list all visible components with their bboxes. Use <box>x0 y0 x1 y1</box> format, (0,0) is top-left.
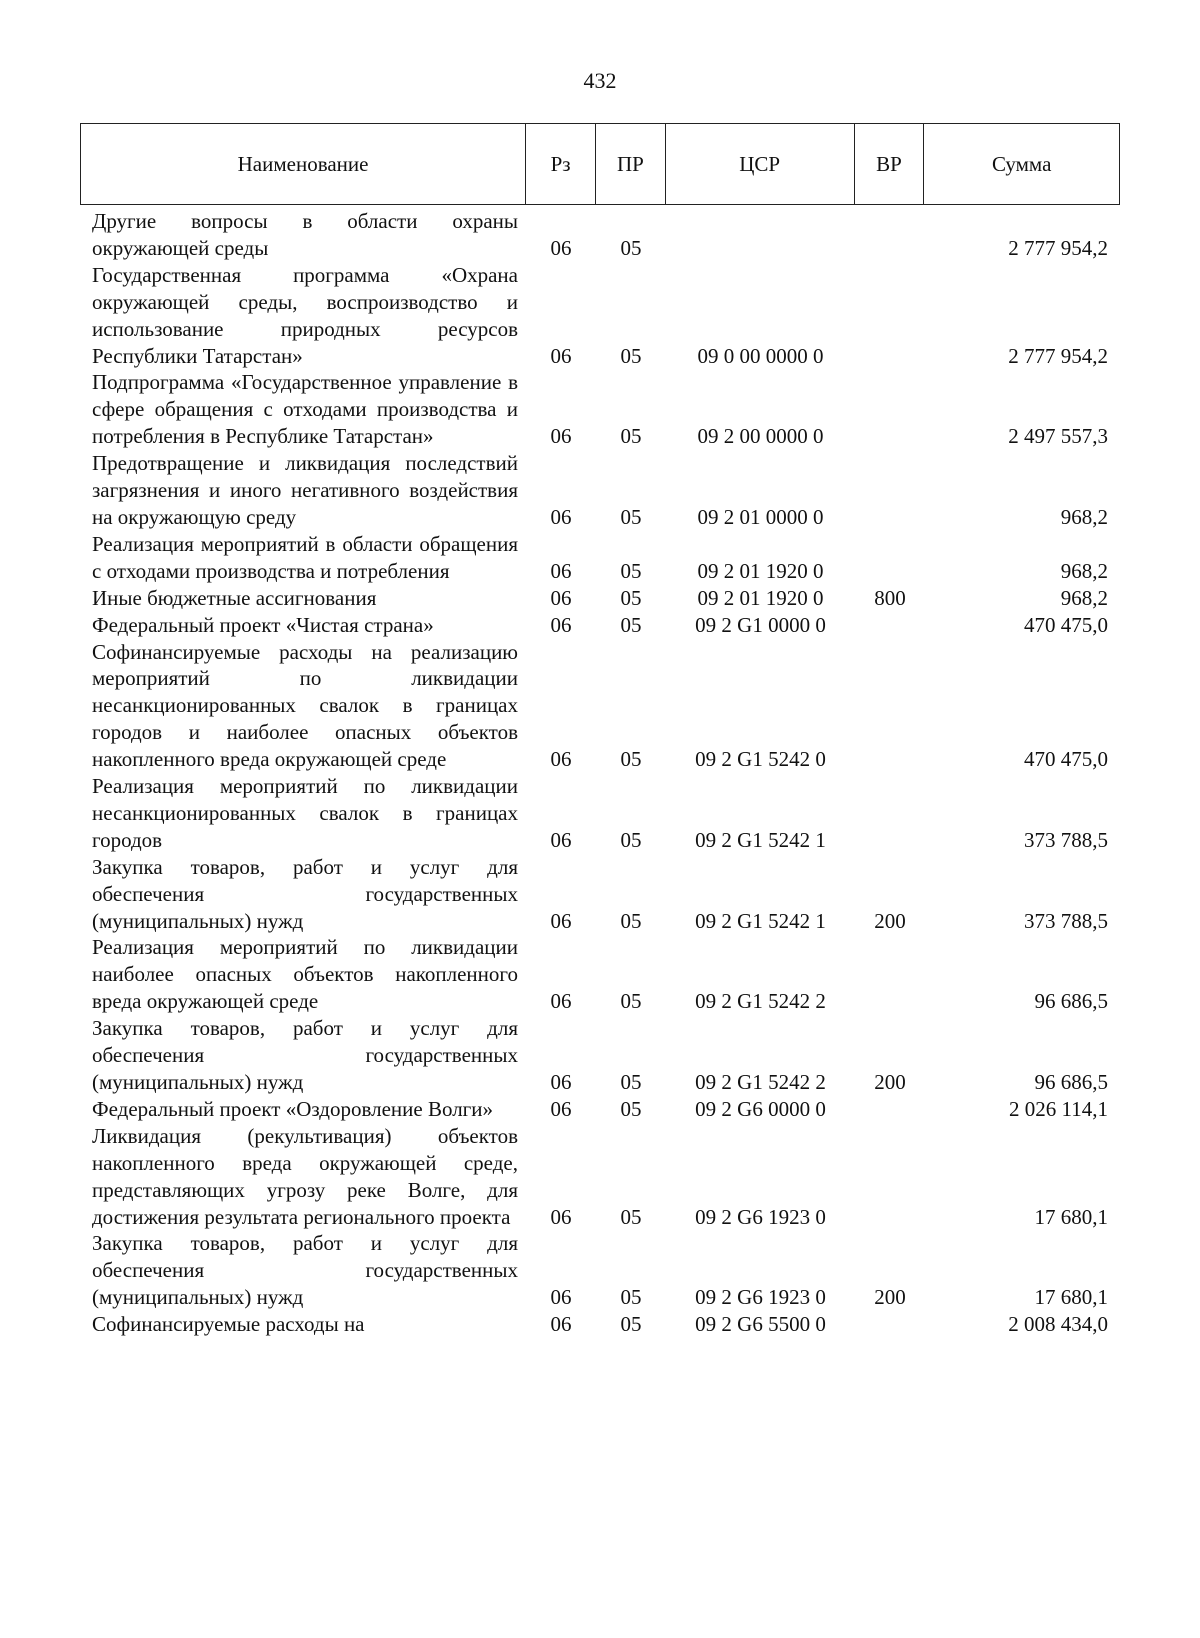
row-rz: 06 <box>550 424 572 449</box>
header-vr: ВР <box>855 124 925 204</box>
table-row <box>80 934 1120 1015</box>
row-sum: 968,2 <box>1060 585 1108 610</box>
header-csr: ЦСР <box>666 124 855 204</box>
row-name: Ликвидация (рекультивация) объектов накопленного вреда окружающей среде, представляющих угрозу реке Волге, для достижения результата регионального проекта <box>92 1123 518 1229</box>
row-csr: 09 2 01 0000 0 <box>697 504 824 529</box>
header-pr: ПР <box>596 124 666 204</box>
row-vr: 200 <box>874 908 906 933</box>
row-name: Государственная программа «Охрана окружающей среды, воспроизводство и использование природных ресурсов Республики Татарстан» <box>92 262 518 368</box>
row-rz: 06 <box>550 989 572 1014</box>
row-sum: 2 777 954,2 <box>1008 235 1108 260</box>
row-pr: 05 <box>620 1070 642 1094</box>
row-rz: 06 <box>550 343 572 368</box>
row-pr: 05 <box>620 585 642 610</box>
row-pr: 05 <box>620 1285 642 1310</box>
row-rz: 06 <box>550 747 572 772</box>
row-csr: 09 2 G6 1923 0 <box>695 1285 826 1310</box>
row-name: Софинансируемые расходы на <box>92 1312 365 1337</box>
row-csr: 09 0 00 0000 0 <box>697 343 824 368</box>
row-name: Реализация мероприятий по ликвидации наиболее опасных объектов накопленного вреда окружающей среде <box>92 935 518 1014</box>
row-csr: 09 2 G6 5500 0 <box>695 1312 826 1337</box>
row-sum: 96 686,5 <box>1034 989 1108 1014</box>
row-name: Закупка товаров, работ и услуг для обеспечения государственных (муниципальных) нужд <box>92 854 518 933</box>
table-row <box>80 262 1120 370</box>
row-pr: 05 <box>620 1096 642 1121</box>
row-rz: 06 <box>550 612 572 637</box>
row-vr: 200 <box>874 1285 906 1310</box>
row-pr: 05 <box>620 612 642 637</box>
row-rz: 06 <box>550 1285 572 1310</box>
row-csr: 09 2 00 0000 0 <box>697 424 824 449</box>
page-number: 432 <box>583 68 617 93</box>
row-sum: 2 777 954,2 <box>1008 343 1108 368</box>
row-pr: 05 <box>620 235 642 260</box>
row-csr: 09 2 G1 5242 2 <box>695 989 826 1014</box>
row-pr: 05 <box>620 827 642 852</box>
row-rz: 06 <box>550 827 572 852</box>
table-row <box>80 612 1120 639</box>
table-row <box>80 531 1120 585</box>
table-row <box>80 1096 1120 1123</box>
table-row <box>80 1123 1120 1231</box>
row-sum: 968,2 <box>1060 504 1108 529</box>
row-vr: 800 <box>874 585 906 610</box>
row-name: Иные бюджетные ассигнования <box>92 585 377 610</box>
row-pr: 05 <box>620 1312 642 1337</box>
row-pr: 05 <box>620 343 642 368</box>
row-rz: 06 <box>550 1204 572 1229</box>
row-sum: 96 686,5 <box>1034 1070 1108 1094</box>
row-pr: 05 <box>620 1204 642 1229</box>
row-csr: 09 2 G1 5242 1 <box>695 908 826 933</box>
row-rz: 06 <box>550 1312 572 1337</box>
row-csr: 09 2 G6 1923 0 <box>695 1204 826 1229</box>
row-name: Федеральный проект «Оздоровление Волги» <box>92 1096 494 1121</box>
row-pr: 05 <box>620 747 642 772</box>
table-row <box>80 854 1120 935</box>
row-name: Другие вопросы в области охраны окружающей среды <box>92 209 518 260</box>
row-csr: 09 2 G1 0000 0 <box>695 612 826 637</box>
row-name: Федеральный проект «Чистая страна» <box>92 612 434 637</box>
row-sum: 968,2 <box>1060 558 1108 583</box>
table-row <box>80 1230 1120 1311</box>
row-sum: 373 788,5 <box>1024 908 1108 933</box>
row-rz: 06 <box>550 558 572 583</box>
row-rz: 06 <box>550 504 572 529</box>
header-sum: Сумма <box>991 151 1052 176</box>
row-pr: 05 <box>620 558 642 583</box>
row-pr: 05 <box>620 908 642 933</box>
row-name: Софинансируемые расходы на реализацию мероприятий по ликвидации несанкционированных свалок в границах городов и наиболее опасных объектов накопленного вреда окружающей среде <box>92 639 518 772</box>
row-name: Реализация мероприятий по ликвидации несанкционированных свалок в границах городов <box>92 774 518 852</box>
row-csr: 09 2 G6 0000 0 <box>695 1096 826 1121</box>
row-name: Реализация мероприятий в области обращения с отходами производства и потребления <box>92 531 518 583</box>
table-row <box>80 208 1120 262</box>
table-row <box>80 639 1120 774</box>
table-row <box>80 773 1120 854</box>
header-name: Наименование <box>81 124 526 204</box>
row-pr: 05 <box>620 424 642 449</box>
row-rz: 06 <box>550 1070 572 1094</box>
row-name: Подпрограмма «Государственное управление в сфере обращения с отходами производства и потребления в Республике Татарстан» <box>92 370 518 449</box>
row-rz: 06 <box>550 585 572 610</box>
budget-table-body <box>80 208 1120 1338</box>
table-row <box>80 369 1120 450</box>
row-name: Предотвращение и ликвидация последствий загрязнения и иного негативного воздействия на окружающую среду <box>92 451 518 529</box>
row-sum: 17 680,1 <box>1034 1285 1108 1310</box>
table-row <box>80 585 1120 612</box>
row-rz: 06 <box>550 1096 572 1121</box>
row-vr: 200 <box>874 1070 906 1094</box>
table-header <box>80 123 1120 205</box>
row-sum: 2 026 114,1 <box>1009 1096 1108 1121</box>
row-csr: 09 2 01 1920 0 <box>697 585 824 610</box>
row-csr: 09 2 G1 5242 0 <box>695 747 826 772</box>
table-row <box>80 1311 1120 1338</box>
row-csr: 09 2 01 1920 0 <box>697 558 824 583</box>
table-row <box>80 1015 1120 1096</box>
row-rz: 06 <box>550 908 572 933</box>
row-sum: 2 008 434,0 <box>1008 1312 1108 1337</box>
row-sum: 2 497 557,3 <box>1008 424 1108 449</box>
row-name: Закупка товаров, работ и услуг для обеспечения государственных (муниципальных) нужд <box>92 1231 518 1310</box>
row-pr: 05 <box>620 504 642 529</box>
table-row <box>80 450 1120 531</box>
row-rz: 06 <box>550 235 572 260</box>
row-sum: 470 475,0 <box>1024 747 1108 772</box>
row-sum: 373 788,5 <box>1024 827 1108 852</box>
row-csr: 09 2 G1 5242 2 <box>695 1070 826 1094</box>
row-name: Закупка товаров, работ и услуг для обеспечения государственных (муниципальных) нужд <box>92 1016 518 1094</box>
row-sum: 470 475,0 <box>1024 612 1108 637</box>
row-sum: 17 680,1 <box>1034 1204 1108 1229</box>
row-pr: 05 <box>620 989 642 1014</box>
header-rz: Рз <box>526 124 596 204</box>
row-csr: 09 2 G1 5242 1 <box>695 827 826 852</box>
